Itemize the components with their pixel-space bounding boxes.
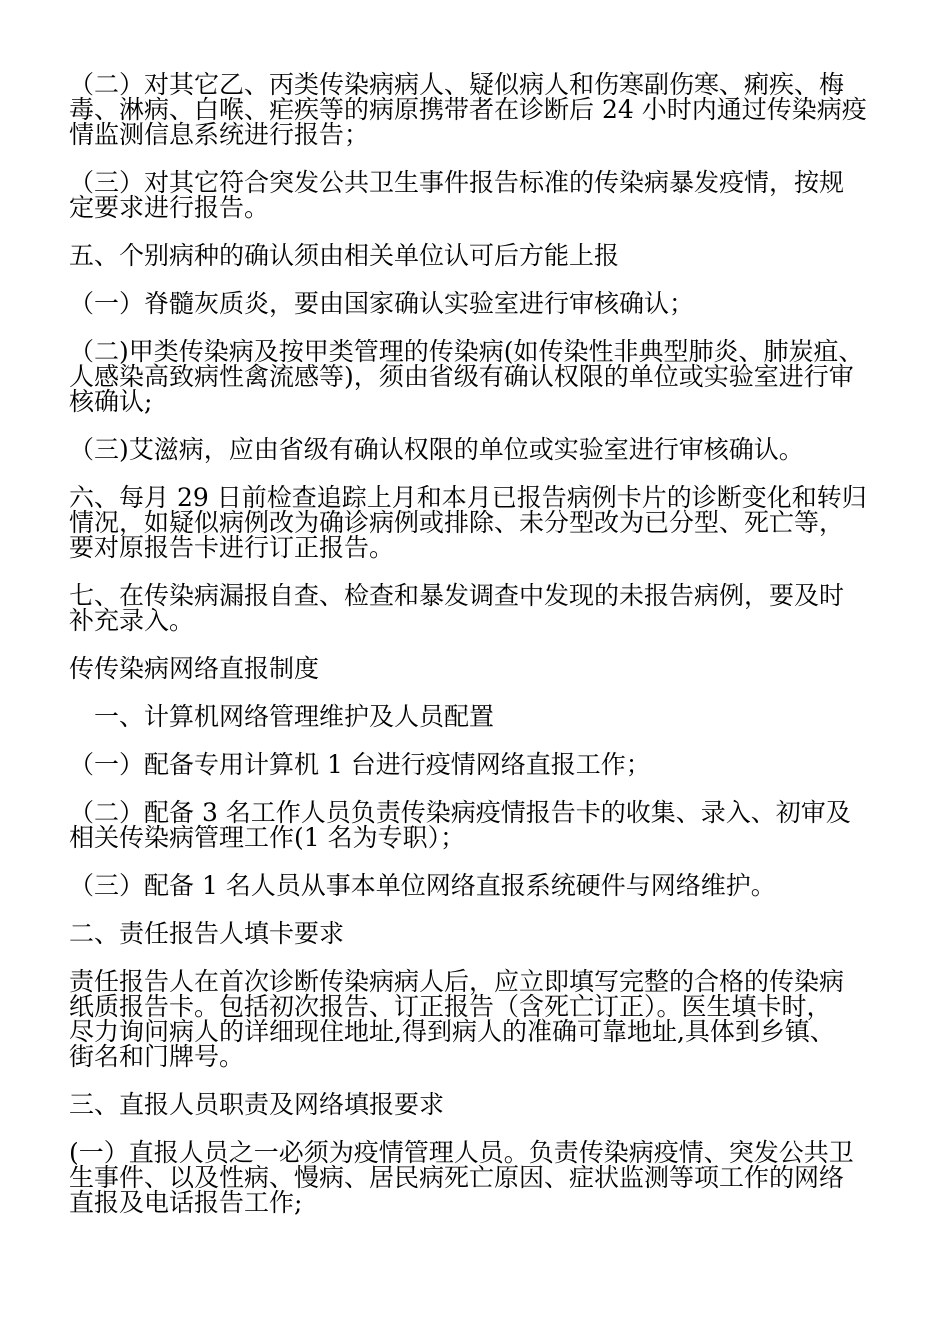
text-line: 直报及电话报告工作; <box>69 1188 303 1217</box>
text-line: （二)甲类传染病及按甲类管理的传染病(如传染性非典型肺炎、肺炭疽、 <box>69 337 864 366</box>
text-line: 毒、淋病、白喉、疟疾等的病原携带者在诊断后 24 小时内通过传染病疫 <box>69 95 867 124</box>
text-line: 六、每月 29 日前检查追踪上月和本月已报告病例卡片的诊断变化和转归 <box>69 483 867 512</box>
text-line: 二、责任报告人填卡要求 <box>69 919 345 948</box>
paragraph <box>69 921 869 946</box>
text-line: 定要求进行报告。 <box>69 193 270 222</box>
paragraph <box>69 1140 869 1215</box>
text-line: （二）配备 3 名工作人员负责传染病疫情报告卡的收集、录入、初审及 <box>69 798 851 827</box>
paragraph <box>69 704 869 729</box>
paragraph <box>69 1092 869 1117</box>
text-line: 尽力询问病人的详细现住地址,得到病人的准确可靠地址,具体到乡镇、 <box>69 1017 835 1046</box>
text-line: 情况，如疑似病例改为确诊病例或排除、未分型改为已分型、死亡等， <box>69 508 845 537</box>
text-line: 补充录入。 <box>69 606 195 635</box>
text-line: （一）脊髓灰质炎，要由国家确认实验室进行审核确认； <box>69 289 695 318</box>
text-line: 一、计算机网络管理维护及人员配置 <box>94 702 495 731</box>
paragraph <box>69 291 869 316</box>
paragraph <box>69 583 869 633</box>
text-line: 人感染高致病性禽流感等)，须由省级有确认权限的单位或实验室进行审 <box>69 362 854 391</box>
text-line: 要对原报告卡进行订正报告。 <box>69 533 395 562</box>
paragraph <box>69 170 869 220</box>
text-line: 相关传染病管理工作(1 名为专职）； <box>69 823 466 852</box>
paragraph <box>69 243 869 268</box>
text-line: (一）直报人员之一必须为疫情管理人员。负责传染病疫情、突发公共卫 <box>69 1138 854 1167</box>
paragraph <box>69 72 869 147</box>
text-line: （三)艾滋病，应由省级有确认权限的单位或实验室进行审核确认。 <box>69 435 804 464</box>
text-line: 传传染病网络直报制度 <box>69 654 320 683</box>
text-line: 纸质报告卡。包括初次报告、订正报告（含死亡订正）。医生填卡时， <box>69 992 832 1021</box>
paragraph <box>69 437 869 462</box>
paragraph <box>69 873 869 898</box>
text-line: 责任报告人在首次诊断传染病病人后，应立即填写完整的合格的传染病 <box>69 967 845 996</box>
text-line: 街名和门牌号。 <box>69 1042 245 1071</box>
text-line: 三、直报人员职责及网络填报要求 <box>69 1090 445 1119</box>
text-line: 五、个别病种的确认须由相关单位认可后方能上报 <box>69 241 620 270</box>
paragraph <box>69 800 869 850</box>
text-line: 核确认; <box>69 387 153 416</box>
paragraph <box>69 752 869 777</box>
paragraph <box>69 969 869 1069</box>
text-line: 情监测信息系统进行报告； <box>69 120 370 149</box>
paragraph <box>69 656 869 681</box>
text-line: 生事件、以及性病、慢病、居民病死亡原因、症状监测等项工作的网络 <box>69 1163 845 1192</box>
paragraph <box>69 485 869 560</box>
text-line: （一）配备专用计算机 1 台进行疫情网络直报工作； <box>69 750 651 779</box>
text-line: （三）对其它符合突发公共卫生事件报告标准的传染病暴发疫情，按规 <box>69 168 845 197</box>
paragraph <box>69 339 869 414</box>
text-line: （二）对其它乙、丙类传染病病人、疑似病人和伤寒副伤寒、痢疾、梅 <box>69 70 845 99</box>
text-line: （三）配备 1 名人员从事本单位网络直报系统硬件与网络维护。 <box>69 871 776 900</box>
text-line: 七、在传染病漏报自查、检查和暴发调查中发现的未报告病例，要及时 <box>69 581 845 610</box>
